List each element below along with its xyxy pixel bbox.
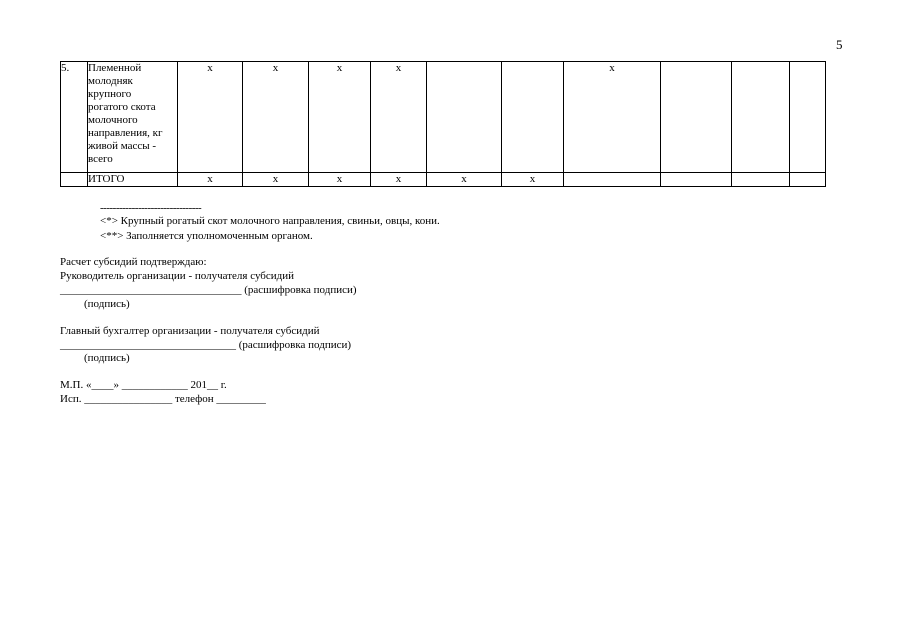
row-name: Племенной молодняк крупного рогатого скота молочного направления, кг живой массы - всего <box>88 62 178 173</box>
table-cell <box>790 173 826 187</box>
table-cell <box>661 62 732 173</box>
accountant-signature-line: ________________________________ (расшифровка подписи) <box>60 339 352 351</box>
table-cell: х <box>243 62 309 173</box>
accountant-signature-caption: (подпись) <box>84 352 130 364</box>
footnote-2: <**> Заполняется уполномоченным органом. <box>100 230 313 242</box>
table-cell: х <box>371 62 427 173</box>
head-title: Руководитель организации - получателя субсидий <box>60 270 295 282</box>
table-cell: х <box>309 62 371 173</box>
subsidy-table <box>60 61 826 187</box>
table-cell: х <box>178 173 243 187</box>
table-cell <box>427 62 502 173</box>
table-cell: х <box>427 173 502 187</box>
executor-line: Исп. ________________ телефон _________ <box>60 393 266 405</box>
table-cell <box>502 62 564 173</box>
table-cell <box>790 62 826 173</box>
table-cell: х <box>371 173 427 187</box>
table-cell: х <box>309 173 371 187</box>
page-number: 5 <box>836 37 843 52</box>
table-cell <box>732 62 790 173</box>
row-number <box>61 173 88 187</box>
stamp-date-line: М.П. «____» ____________ 201__ г. <box>60 379 227 391</box>
head-signature-line: _________________________________ (расшифровка подписи) <box>60 284 357 296</box>
confirmation-heading: Расчет субсидий подтверждаю: <box>60 256 207 268</box>
accountant-title: Главный бухгалтер организации - получателя субсидий <box>60 325 320 337</box>
table-cell: х <box>502 173 564 187</box>
table-row <box>61 62 826 173</box>
head-signature-caption: (подпись) <box>84 298 130 310</box>
table-cell <box>564 173 661 187</box>
table-cell: х <box>243 173 309 187</box>
footnote-separator: -------------------------------- <box>100 202 202 214</box>
row-name: ИТОГО <box>88 173 178 187</box>
row-number: 5. <box>61 62 88 173</box>
table-cell: х <box>564 62 661 173</box>
table-row-total <box>61 173 826 187</box>
table-cell <box>661 173 732 187</box>
table-cell <box>732 173 790 187</box>
table-cell: х <box>178 62 243 173</box>
footnote-1: <*> Крупный рогатый скот молочного направления, свиньи, овцы, кони. <box>100 215 440 227</box>
